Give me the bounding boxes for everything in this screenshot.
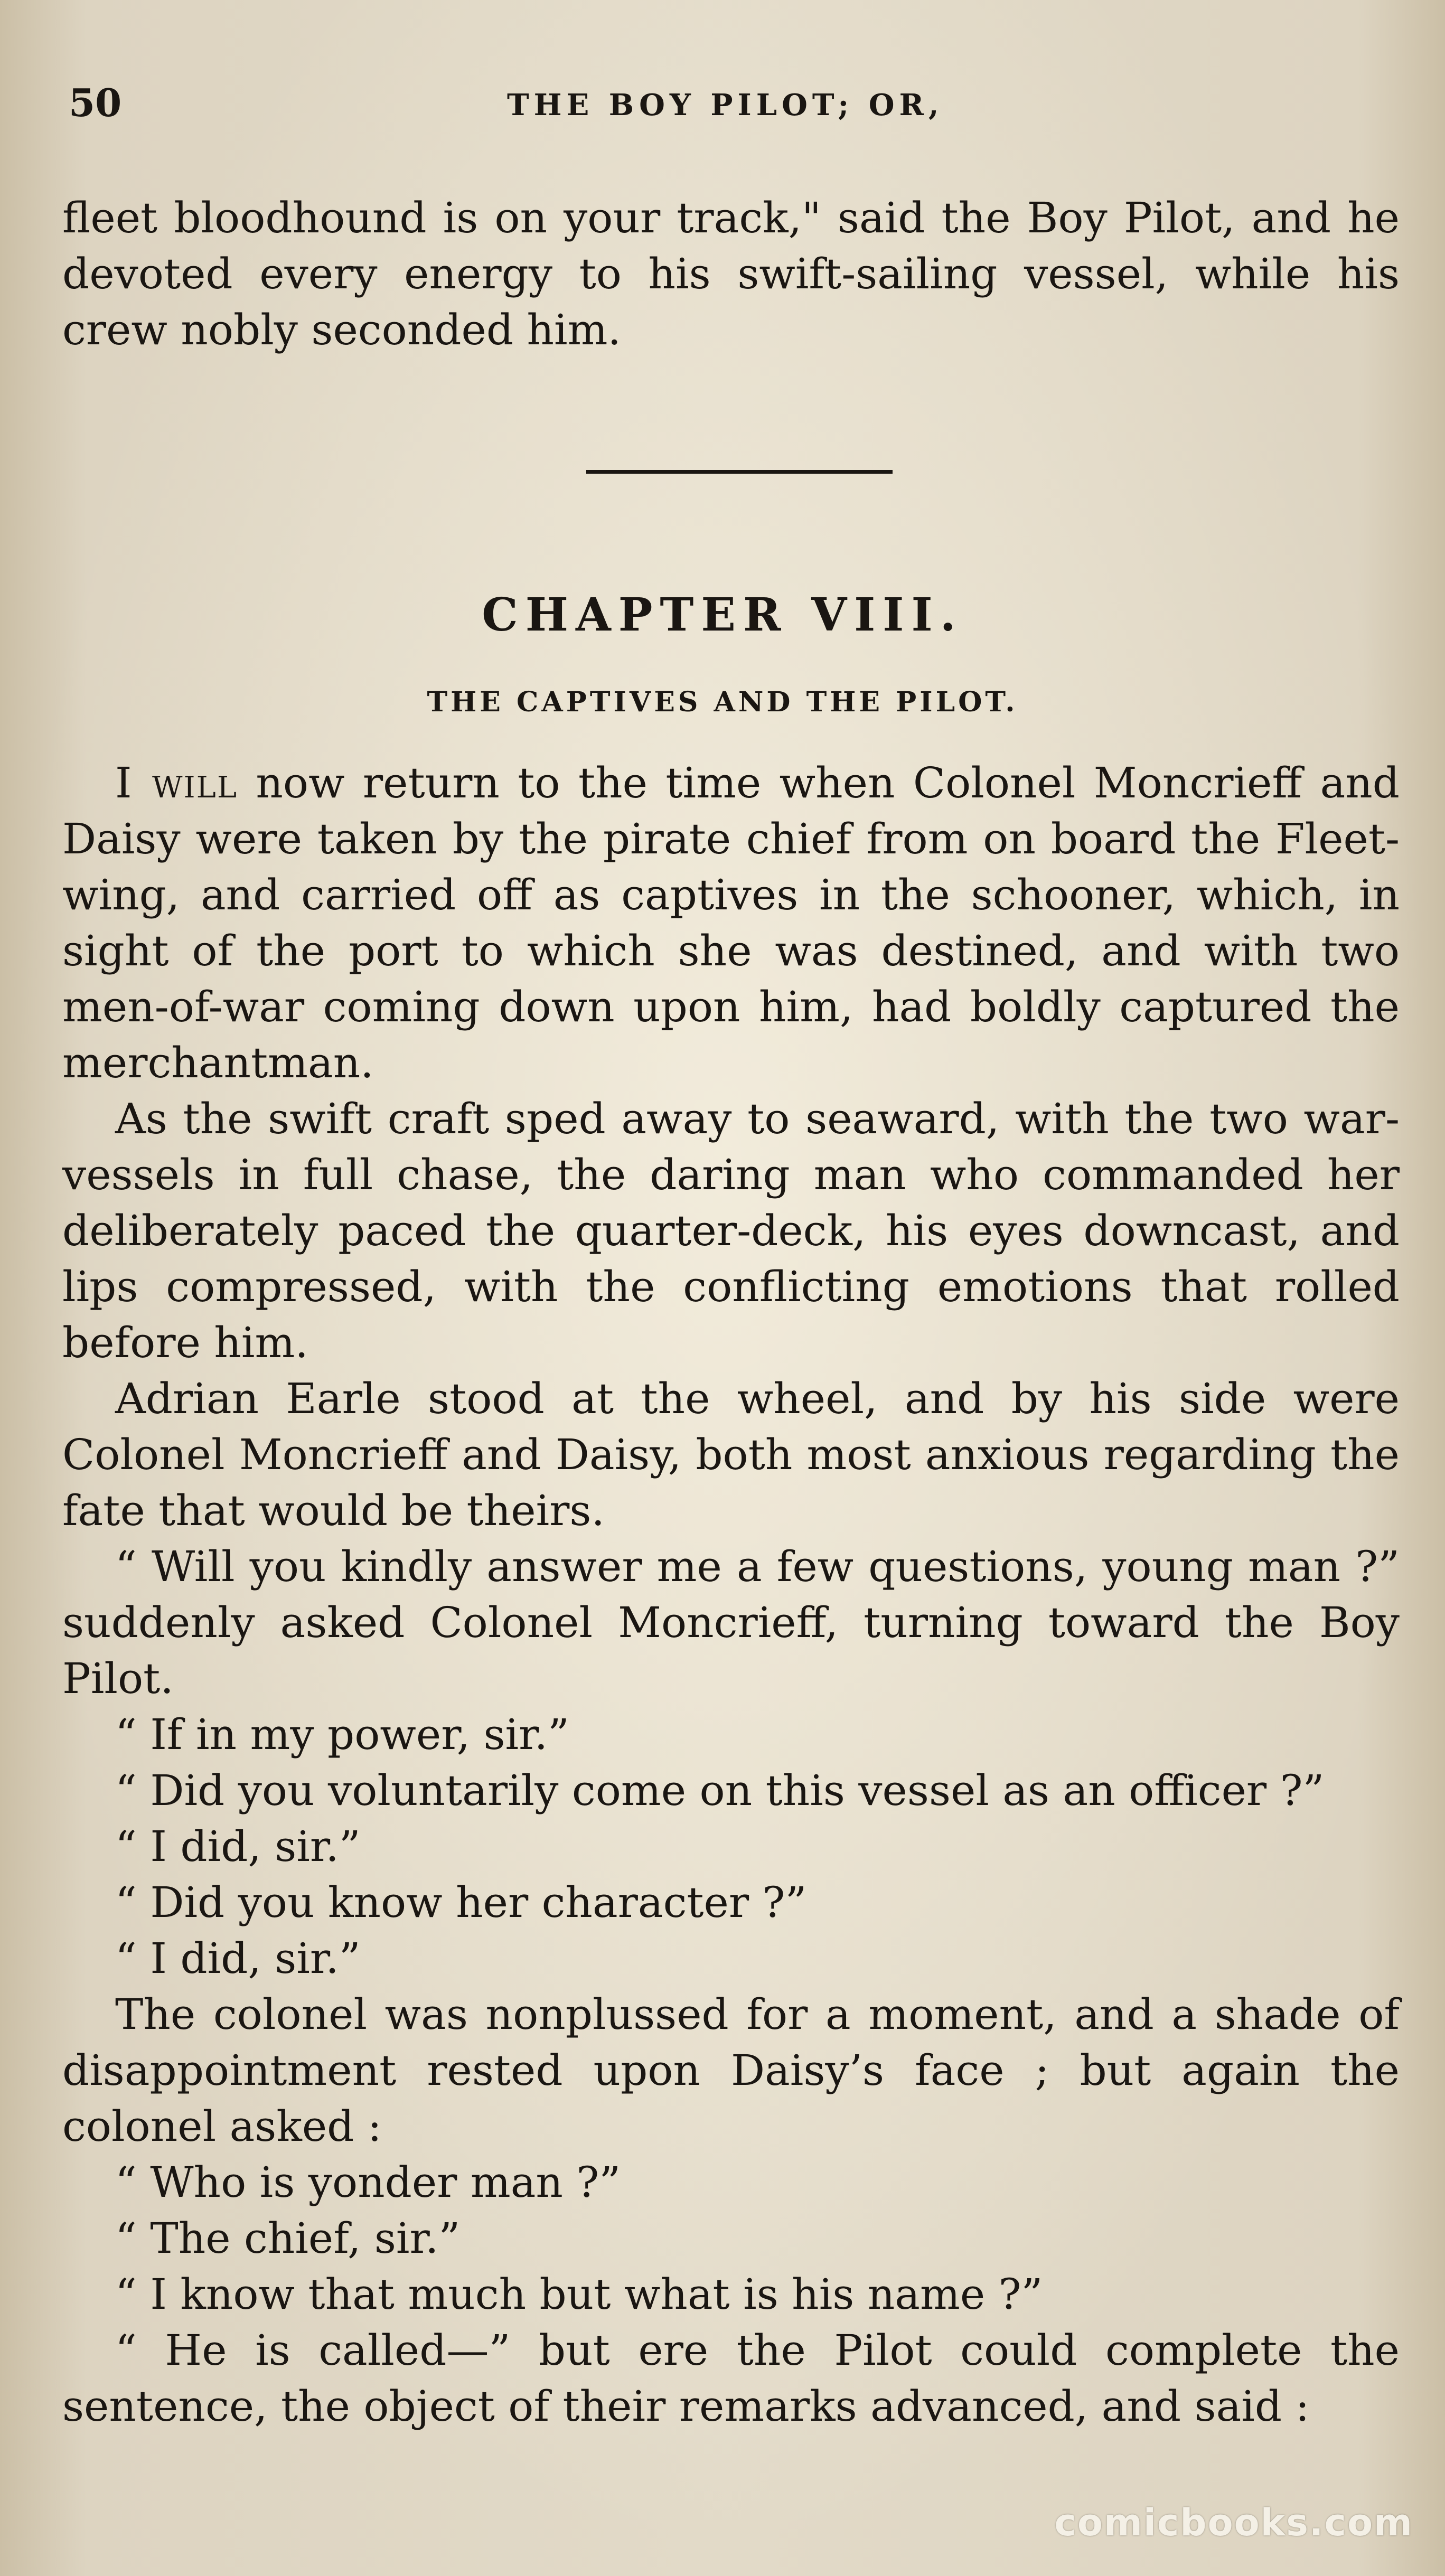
body-paragraph: The colonel was nonplussed for a moment, and a shade of disappointment rested upon Daisy’s face ; but again the colonel asked :: [62, 1990, 1400, 2151]
body-paragraph: Adrian Earle stood at the wheel, and by his side were Colonel Moncrieff and Daisy, both most anxious regarding the fate that would be theirs.: [62, 1374, 1400, 1535]
intro-block: [62, 190, 1400, 358]
dialogue-paragraph: “ Will you kindly answer me a few questions, young man ?” suddenly asked Colonel Moncrieff, turning toward the Boy Pilot.: [62, 1542, 1400, 1703]
chapter-title: CHAPTER VIII.: [482, 588, 963, 642]
dialogue-paragraph: “ Did you know her character ?”: [115, 1878, 807, 1927]
body-paragraph: As the swift craft sped away to seaward, with the two war-vessels in full chase, the daring man who commanded her deliberately paced the quarter-deck, his eyes downcast, and lips compressed, with the conflicting emotions that rolled before him.: [62, 1094, 1400, 1367]
dialogue-paragraph: “ I know that much but what is his name ?”: [115, 2270, 1043, 2319]
chapter-subtitle: THE CAPTIVES AND THE PILOT.: [427, 686, 1018, 718]
section-divider: [586, 470, 893, 481]
paragraph-text: now return to the time when Colonel Moncrieff and Daisy were taken by the pirate chief from on board the Fleet-wing, and carried off as captives in the schooner, which, in sight of the port to which she was destined, and with two men-of-war coming down upon him, had boldly captured the merchantman.: [62, 758, 1400, 1087]
dialogue-paragraph: “ I did, sir.”: [115, 1934, 361, 1983]
running-title: THE BOY PILOT; OR,: [507, 88, 944, 123]
paragraph-lead: I will: [115, 758, 238, 807]
intro-paragraph: fleet bloodhound is on your track," said the Boy Pilot, and he devoted every energy to his swift-sailing vessel, while his crew nobly seconded him.: [62, 193, 1400, 354]
page-header: [69, 79, 1389, 127]
dialogue-paragraph: “ The chief, sir.”: [115, 2214, 461, 2263]
dialogue-paragraph: “ Did you voluntarily come on this vessel as an officer ?”: [115, 1766, 1325, 1815]
dialogue-paragraph: “ He is called—” but ere the Pilot could complete the sentence, the object of their remarks advanced, and said :: [62, 2326, 1400, 2431]
dialogue-paragraph: “ I did, sir.”: [115, 1822, 361, 1871]
dialogue-paragraph: “ Who is yonder man ?”: [115, 2158, 621, 2207]
body-paragraph: [62, 755, 1400, 1091]
page-number: 50: [69, 80, 122, 125]
site-watermark: comicbooks.com: [1054, 2501, 1413, 2544]
dialogue-paragraph: “ If in my power, sir.”: [115, 1710, 569, 1759]
chapter-body: [62, 755, 1400, 2434]
